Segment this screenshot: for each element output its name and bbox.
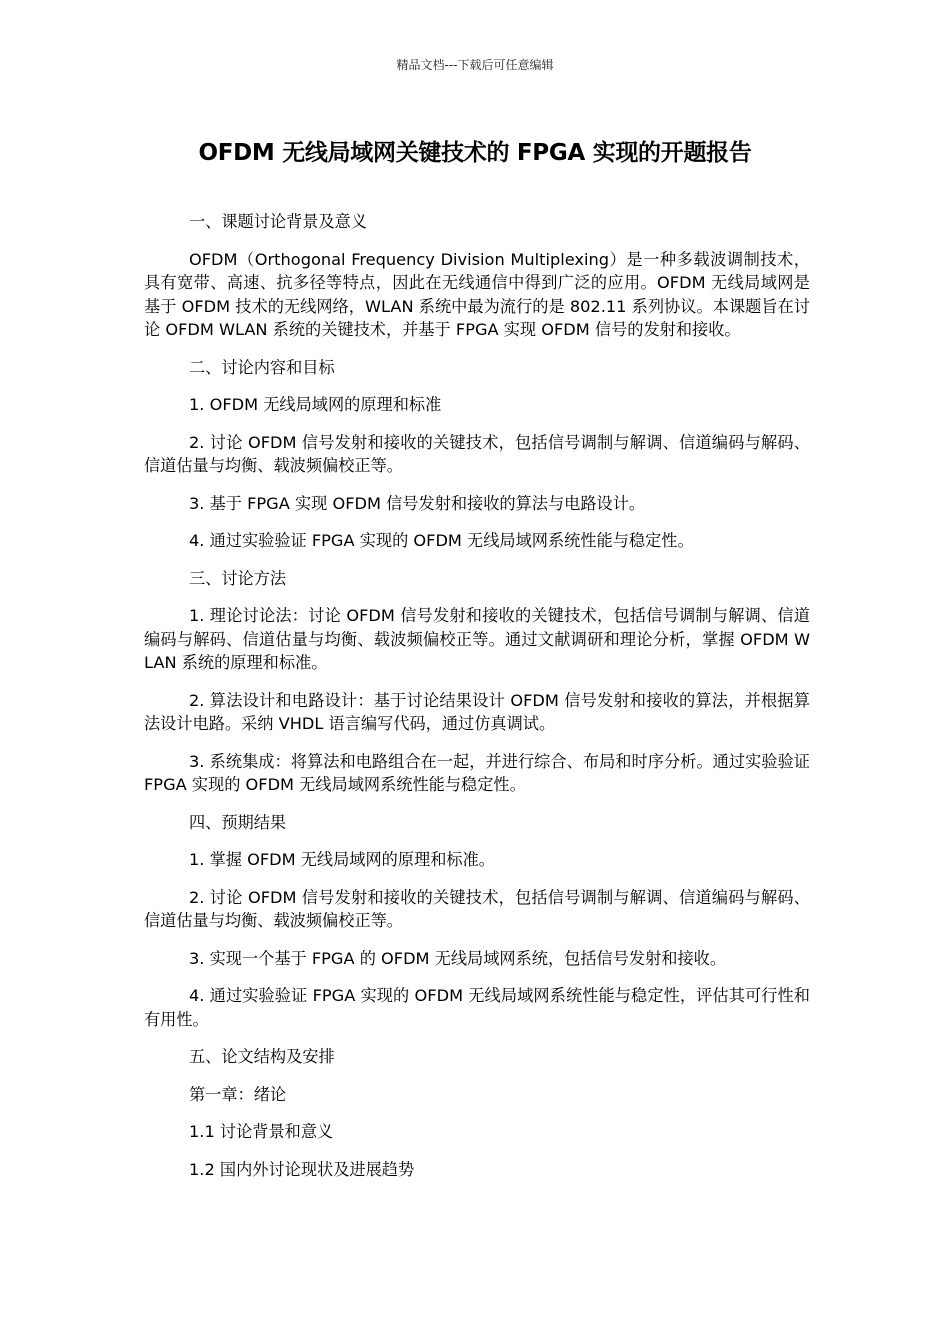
section-heading-structure: 五、论文结构及安排 [189, 1047, 335, 1066]
paragraph-background: OFDM（Orthogonal Frequency Division Multiplexing）是一种多载波调制技术，具有宽带、高速、抗多径等特点，因此在无线通信中得到广泛的应用。OFDM 无线局域网是基于 OFDM 技术的无线网络，WLAN 系统中最为流行的是 802.11 系列协议。本课题旨在讨论 OFDM WLAN 系统的关键技术，并基于 FPGA 实现 OFDM 信号的发射和接收。 [144, 249, 810, 339]
list-item-method-3: 3. 系统集成：将算法和电路组合在一起，并进行综合、布局和时序分析。通过实验验证 FPGA 实现的 OFDM 无线局域网系统性能与稳定性。 [144, 751, 810, 794]
document-title: OFDM 无线局域网关键技术的 FPGA 实现的开题报告 [198, 140, 752, 166]
header-note: 精品文档---下载后可任意编辑 [396, 58, 554, 72]
list-item-goal-3: 3. 基于 FPGA 实现 OFDM 信号发射和接收的算法与电路设计。 [189, 493, 646, 513]
list-item-method-1: 1. 理论讨论法：讨论 OFDM 信号发射和接收的关键技术，包括信号调制与解调、信道编码与解码、信道估量与均衡、载波频偏校正等。通过文献调研和理论分析，掌握 OFDM WLAN 系统的原理和标准。 [144, 606, 810, 672]
section-heading-expected-results: 四、预期结果 [189, 812, 287, 832]
list-item-goal-1: 1. OFDM 无线局域网的原理和标准 [189, 395, 442, 414]
list-item-result-3: 3. 实现一个基于 FPGA 的 OFDM 无线局域网系统，包括信号发射和接收。 [189, 948, 727, 968]
list-item-method-2: 2. 算法设计和电路设计：基于讨论结果设计 OFDM 信号发射和接收的算法，并根据算法设计电路。采纳 VHDL 语言编写代码，通过仿真调试。 [144, 690, 810, 733]
section-heading-background: 一、课题讨论背景及意义 [189, 212, 368, 231]
section-heading-methods: 三、讨论方法 [189, 568, 287, 588]
document-body [144, 210, 810, 1195]
list-item-goal-4: 4. 通过实验验证 FPGA 实现的 OFDM 无线局域网系统性能与稳定性。 [189, 531, 694, 550]
list-item-result-1: 1. 掌握 OFDM 无线局域网的原理和标准。 [189, 850, 495, 869]
list-item-result-4: 4. 通过实验验证 FPGA 实现的 OFDM 无线局域网系统性能与稳定性，评估其可行性和有用性。 [144, 986, 810, 1029]
chapter-item-1-1: 1.1 讨论背景和意义 [189, 1122, 334, 1141]
list-item-result-2: 2. 讨论 OFDM 信号发射和接收的关键技术，包括信号调制与解调、信道编码与解码、信道估量与均衡、载波频偏校正等。 [144, 887, 810, 930]
section-heading-content-goals: 二、讨论内容和目标 [189, 357, 335, 377]
chapter-item-1-2: 1.2 国内外讨论现状及进展趋势 [189, 1159, 415, 1179]
chapter-heading-1: 第一章：绪论 [189, 1084, 287, 1104]
list-item-goal-2: 2. 讨论 OFDM 信号发射和接收的关键技术，包括信号调制与解调、信道编码与解码、信道估量与均衡、载波频偏校正等。 [144, 432, 810, 475]
